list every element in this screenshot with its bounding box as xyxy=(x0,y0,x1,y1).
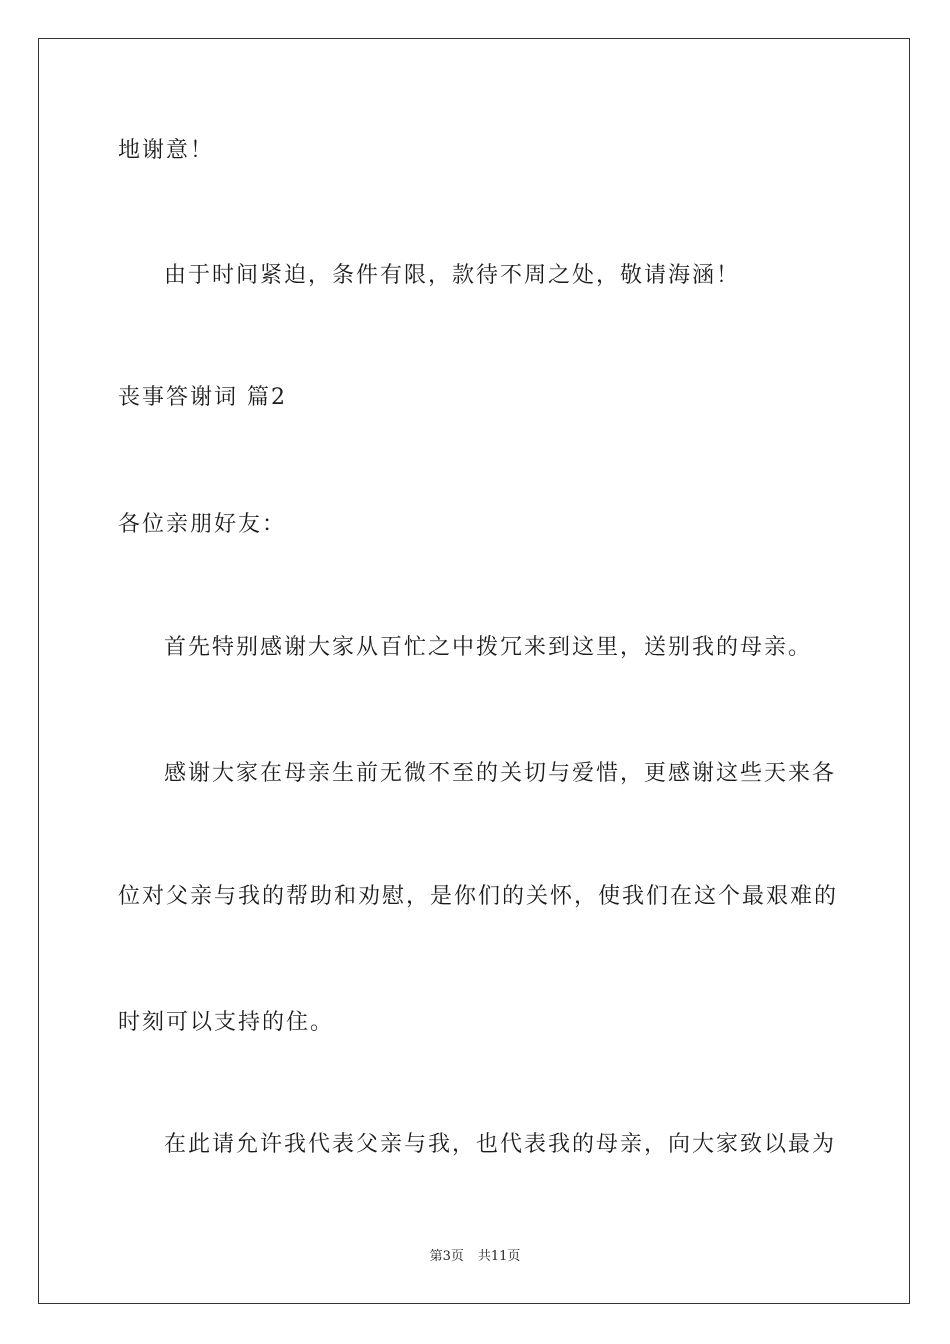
page-frame xyxy=(38,38,910,1304)
page-total: 共11页 xyxy=(477,1249,521,1264)
page-number: 第3页 xyxy=(429,1249,464,1264)
text-line-1: 地谢意！ xyxy=(118,138,215,163)
text-line-5: 首先特别感谢大家从百忙之中拨冗来到这里，送别我的母亲。 xyxy=(164,635,813,660)
text-line-7: 位对父亲与我的帮助和劝慰，是你们的关怀，使我们在这个最艰难的 xyxy=(118,884,839,909)
text-line-6: 感谢大家在母亲生前无微不至的关切与爱惜，更感谢这些天来各 xyxy=(164,761,837,786)
salutation: 各位亲朋好友： xyxy=(118,512,287,537)
page-footer xyxy=(0,1248,950,1266)
text-line-9: 在此请允许我代表父亲与我，也代表我的母亲，向大家致以最为 xyxy=(164,1132,837,1157)
text-line-2: 由于时间紧迫，条件有限，款待不周之处，敬请海涵！ xyxy=(164,263,741,288)
text-line-8: 时刻可以支持的住。 xyxy=(118,1010,335,1035)
section-heading: 丧事答谢词 篇2 xyxy=(118,385,287,410)
